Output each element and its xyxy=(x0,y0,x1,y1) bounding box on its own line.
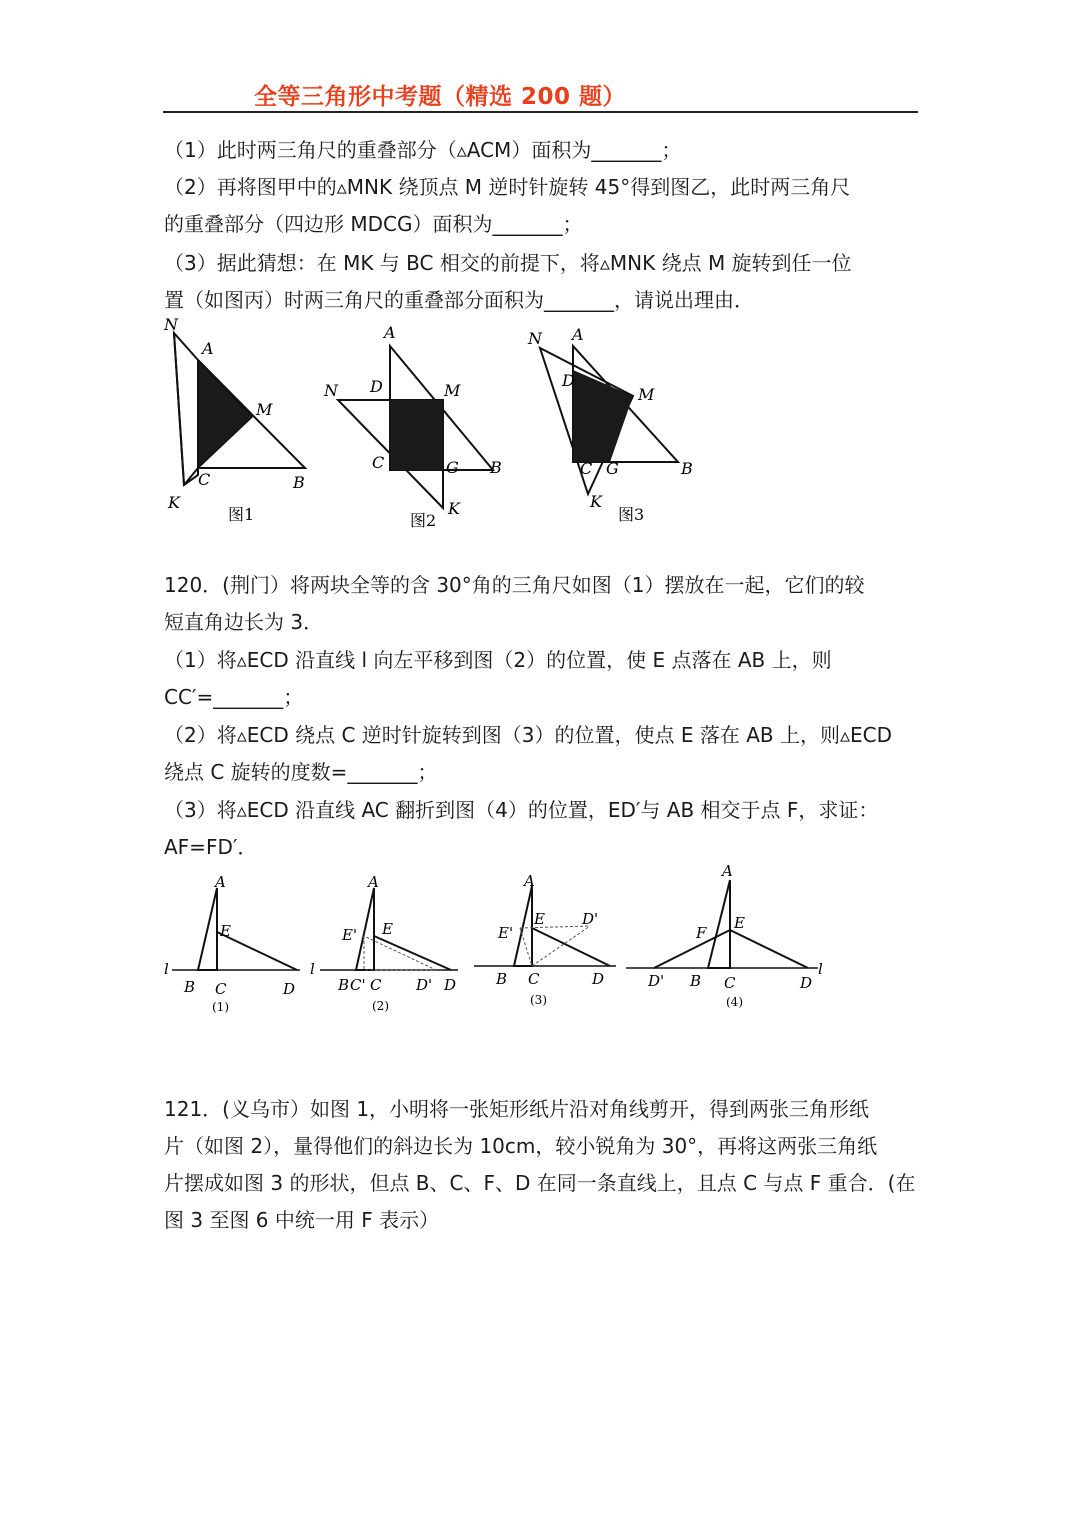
point-label: D xyxy=(370,377,383,396)
point-label: D' xyxy=(416,976,433,994)
point-label: K xyxy=(168,493,180,512)
point-label: A xyxy=(202,339,214,358)
figure-120-2 xyxy=(306,870,466,1018)
point-label: F xyxy=(696,924,707,942)
problem119-line: 置（如图丙）时两三角尺的重叠部分面积为_______，请说出理由． xyxy=(164,288,754,312)
page-title: 全等三角形中考题（精选 200 题） xyxy=(254,84,627,110)
point-label: A xyxy=(524,872,535,890)
figure-2 xyxy=(318,318,508,533)
point-label: D' xyxy=(582,910,599,928)
point-label: E' xyxy=(498,924,514,942)
point-label: E xyxy=(220,922,231,940)
point-label: G xyxy=(446,458,459,477)
point-label: C xyxy=(198,470,211,489)
point-label: C xyxy=(370,976,382,994)
point-label: C xyxy=(580,459,593,478)
point-label: D' xyxy=(648,972,665,990)
problem120-line: （2）将▵ECD 绕点 C 逆时针旋转到图（3）的位置，使点 E 落在 AB 上，则▵ECD xyxy=(164,723,893,747)
point-label: A xyxy=(572,325,584,344)
point-label: B xyxy=(690,972,702,990)
figure-caption: (2) xyxy=(372,999,389,1013)
figure-caption: (3) xyxy=(530,993,547,1007)
problem120-line: 绕点 C 旋转的度数=_______； xyxy=(164,760,438,784)
figure-1 xyxy=(160,310,320,535)
point-label: K xyxy=(590,492,602,511)
problem120-line: 短直角边长为 3． xyxy=(164,610,324,634)
point-label: B xyxy=(496,970,508,988)
point-label: A xyxy=(215,873,226,891)
problem121-line: 片（如图 2），量得他们的斜边长为 10cm，较小锐角为 30°，再将这两张三角纸 xyxy=(164,1134,878,1158)
problem119-line: （1）此时两三角尺的重叠部分（▵ACM）面积为_______； xyxy=(164,138,682,162)
point-label: E xyxy=(534,910,545,928)
figure-caption: (1) xyxy=(212,1000,229,1014)
point-label: B xyxy=(681,459,693,478)
point-label: B xyxy=(293,473,305,492)
point-label: C' xyxy=(350,976,366,994)
point-label: M xyxy=(444,381,461,400)
point-label: C xyxy=(372,453,385,472)
point-label: D xyxy=(283,980,296,998)
point-label: M xyxy=(256,400,273,419)
point-label: E' xyxy=(342,926,358,944)
point-label: B xyxy=(184,978,196,996)
figure-caption: 图1 xyxy=(228,505,255,524)
point-label: N xyxy=(164,315,178,334)
problem119-line: 的重叠部分（四边形 MDCG）面积为_______； xyxy=(164,212,583,236)
point-label: M xyxy=(638,385,655,404)
problem119-line: （3）据此猜想：在 MK 与 BC 相交的前提下，将▵MNK 绕点 M 旋转到任一位 xyxy=(164,251,852,275)
figure-caption: (4) xyxy=(726,995,743,1009)
figure-caption: 图3 xyxy=(618,505,645,524)
problem120-line: AF=FD′． xyxy=(164,835,258,859)
figure-3 xyxy=(518,322,703,532)
point-label: D xyxy=(444,976,457,994)
problem119-line: （2）再将图甲中的▵MNK 绕顶点 M 逆时针旋转 45°得到图乙，此时两三角尺 xyxy=(164,175,851,199)
point-label: C xyxy=(724,974,736,992)
point-label: D xyxy=(800,974,813,992)
point-label: D xyxy=(562,371,575,390)
point-label: G xyxy=(606,459,619,478)
point-label: B xyxy=(490,458,502,477)
figure-120-4 xyxy=(622,860,832,1015)
problem121-line: 121．(义乌市）如图 1，小明将一张矩形纸片沿对角线剪开，得到两张三角形纸 xyxy=(164,1097,870,1121)
point-label: K xyxy=(448,499,460,518)
point-label: B xyxy=(338,976,350,994)
point-label: E xyxy=(382,920,393,938)
point-label: A xyxy=(722,862,733,880)
point-label: l xyxy=(818,960,823,978)
point-label: A xyxy=(384,323,396,342)
point-label: C xyxy=(215,980,227,998)
problem121-line: 图 3 至图 6 中统一用 F 表示） xyxy=(164,1208,440,1232)
problem120-line: CC′=_______； xyxy=(164,685,304,709)
point-label: C xyxy=(528,970,540,988)
point-label: D xyxy=(592,970,605,988)
point-label: l xyxy=(310,960,315,978)
point-label: A xyxy=(368,873,379,891)
problem120-line: （1）将▵ECD 沿直线 l 向左平移到图（2）的位置，使 E 点落在 AB 上，则 xyxy=(164,648,832,672)
point-label: N xyxy=(324,381,338,400)
figure-caption: 图2 xyxy=(410,511,437,530)
header-rule xyxy=(163,111,918,113)
problem121-line: 片摆成如图 3 的形状，但点 B、C、F、D 在同一条直线上，且点 C 与点 F 重合．(在 xyxy=(164,1171,916,1195)
problem120-line: （3）将▵ECD 沿直线 AC 翻折到图（4）的位置，ED′与 AB 相交于点 F，求证： xyxy=(164,798,879,822)
figure-120-3 xyxy=(470,866,620,1014)
point-label: l xyxy=(164,960,169,978)
point-label: N xyxy=(528,329,542,348)
problem120-line: 120．(荆门）将两块全等的含 30°角的三角尺如图（1）摆放在一起，它们的较 xyxy=(164,573,865,597)
point-label: E xyxy=(734,914,745,932)
figure-120-1 xyxy=(160,870,310,1018)
